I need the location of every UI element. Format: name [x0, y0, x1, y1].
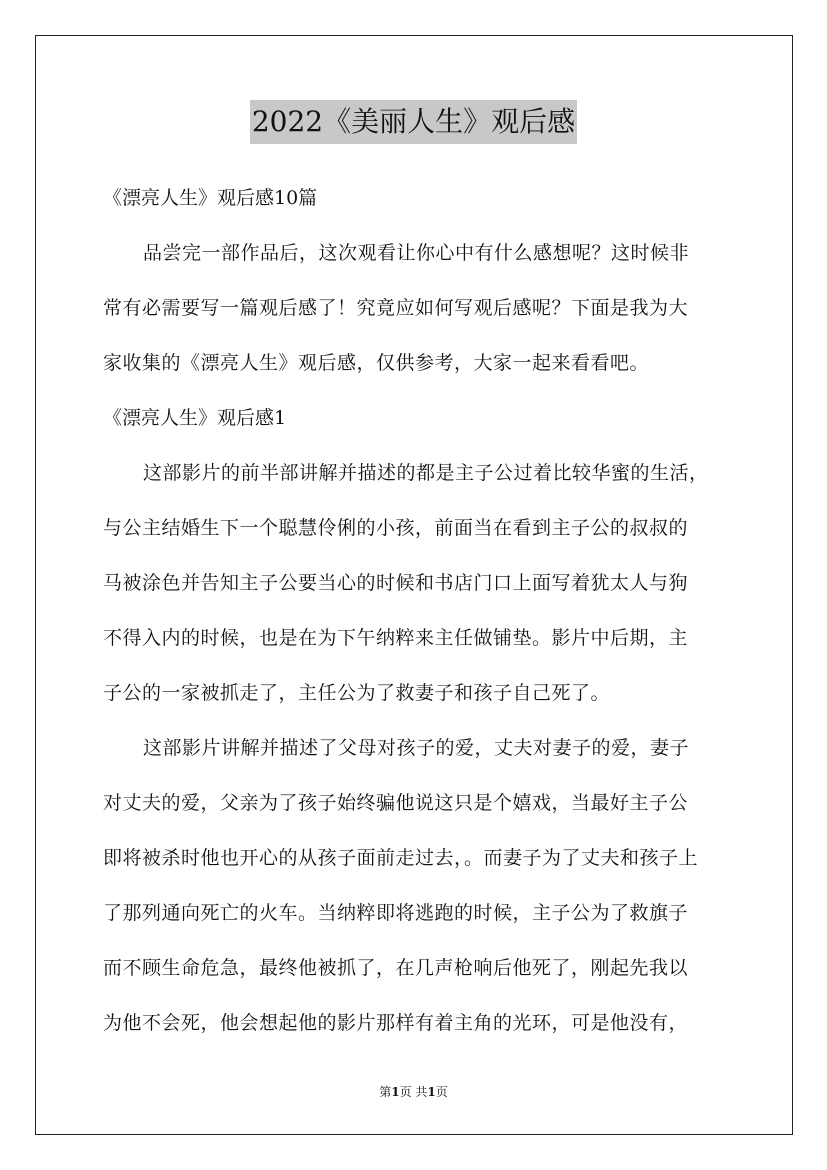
section-heading: 《漂亮人生》观后感1: [103, 407, 287, 429]
paragraph-line: 子公的一家被抓走了，主任公为了救妻子和孩子自己死了。: [103, 682, 611, 704]
title-container: [0, 100, 827, 144]
paragraph-line: 马被涂色并告知主子公要当心的时候和书店门口上面写着犹太人与狗: [103, 572, 689, 594]
subtitle-line: 《漂亮人生》观后感10篇: [103, 187, 318, 209]
paragraph-line: 品尝完一部作品后，这次观看让你心中有什么感想呢？这时候非: [143, 242, 690, 264]
footer-page-mid: 页 共: [399, 1085, 428, 1099]
paragraph-line: 不得入内的时候，也是在为下午纳粹来主任做铺垫。影片中后期，主: [103, 627, 689, 649]
paragraph-line: 家收集的《漂亮人生》观后感，仅供参考，大家一起来看看吧。: [103, 352, 650, 374]
paragraph-line: 即将被杀时他也开心的从孩子面前走过去，。而妻子为了丈夫和孩子上: [103, 847, 699, 869]
footer-page-number: 1: [391, 1085, 400, 1099]
paragraph-line: 对丈夫的爱，父亲为了孩子始终骗他说这只是个嬉戏，当最好主子公: [103, 792, 689, 814]
paragraph-line: 为他不会死，他会想起他的影片那样有着主角的光环，可是他没有，: [103, 1012, 689, 1034]
paragraph-line: 而不顾生命危急，最终他被抓了，在几声枪响后他死了，刚起先我以: [103, 957, 689, 979]
footer-total-pages: 1: [427, 1085, 436, 1099]
paragraph-line: 这部影片的前半部讲解并描述的都是主子公过着比较华蜜的生活，: [143, 462, 709, 484]
paragraph-line: 这部影片讲解并描述了父母对孩子的爱，丈夫对妻子的爱，妻子: [143, 737, 690, 759]
paragraph-line: 常有必需要写一篇观后感了！究竟应如何写观后感呢？下面是我为大: [103, 297, 689, 319]
footer-page-prefix: 第: [379, 1085, 392, 1099]
paragraph-line: 了那列通向死亡的火车。当纳粹即将逃跑的时候，主子公为了救旗子: [103, 902, 689, 924]
page-footer: [0, 1084, 827, 1100]
footer-page-suffix: 页: [435, 1085, 448, 1099]
document-body: [103, 171, 743, 1051]
document-title: 2022《美丽人生》观后感: [250, 100, 577, 144]
paragraph-line: 与公主结婚生下一个聪慧伶俐的小孩，前面当在看到主子公的叔叔的: [103, 517, 689, 539]
